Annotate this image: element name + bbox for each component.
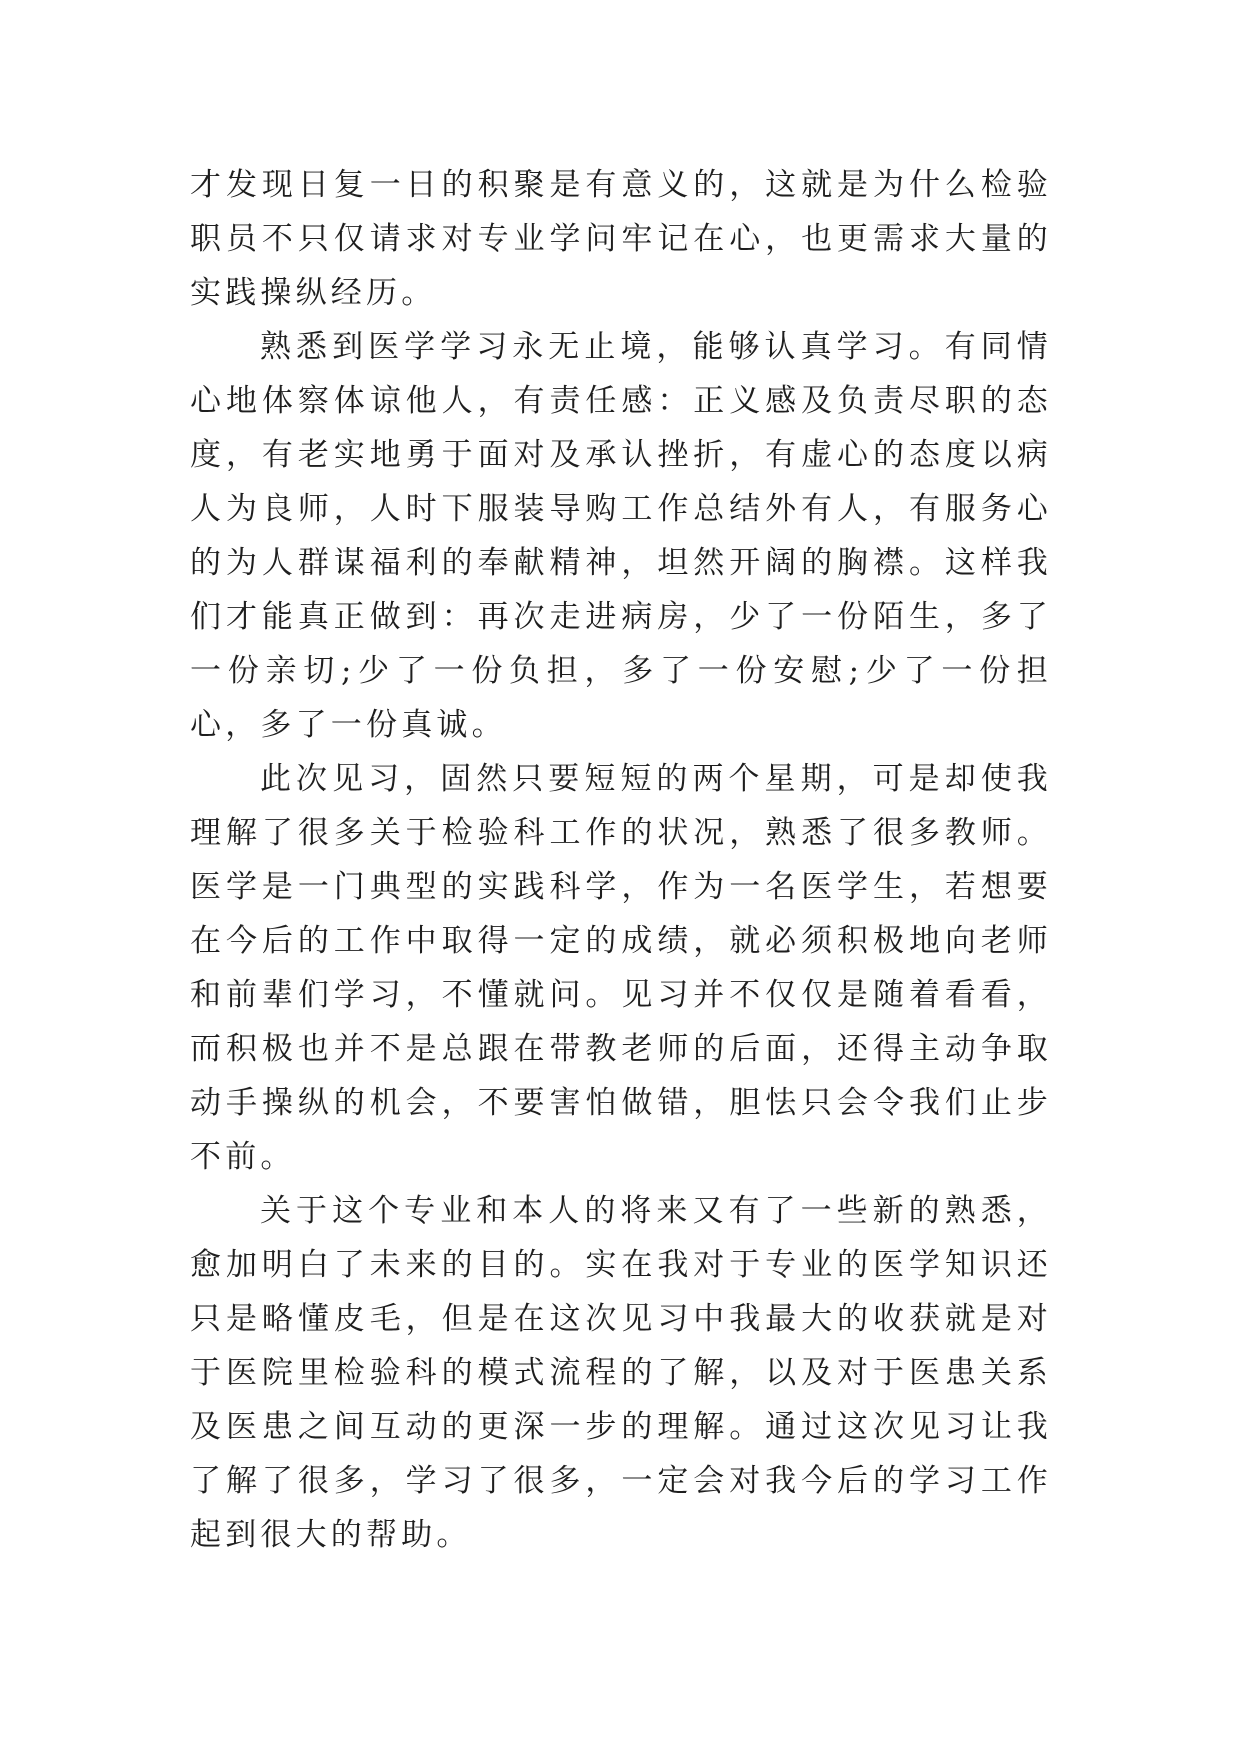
body-text — [190, 158, 1052, 1562]
paragraph-4: 关于这个专业和本人的将来又有了一些新的熟悉，愈加明白了未来的目的。实在我对于专业的医学知识还只是略懂皮毛，但是在这次见习中我最大的收获就是对于医院里检验科的模式流程的了解，以及对于医患关系及医患之间互动的更深一步的理解。通过这次见习让我了解了很多，学习了很多，一定会对我今后的学习工作起到很大的帮助。 — [190, 1193, 1052, 1553]
paragraph-3: 此次见习，固然只要短短的两个星期，可是却使我理解了很多关于检验科工作的状况，熟悉了很多教师。医学是一门典型的实践科学，作为一名医学生，若想要在今后的工作中取得一定的成绩，就必须积极地向老师和前辈们学习，不懂就问。见习并不仅仅是随着看看，而积极也并不是总跟在带教老师的后面，还得主动争取动手操纵的机会，不要害怕做错，胆怯只会令我们止步不前。 — [190, 761, 1052, 1175]
paragraph-1: 才发现日复一日的积聚是有意义的，这就是为什么检验职员不只仅请求对专业学问牢记在心，也更需求大量的实践操纵经历。 — [190, 167, 1052, 311]
paragraph-2: 熟悉到医学学习永无止境，能够认真学习。有同情心地体察体谅他人，有责任感：正义感及负责尽职的态度，有老实地勇于面对及承认挫折，有虚心的态度以病人为良师，人时下服装导购工作总结外有人，有服务心的为人群谋福利的奉献精神，坦然开阔的胸襟。这样我们才能真正做到：再次走进病房，少了一份陌生，多了一份亲切;少了一份负担，多了一份安慰;少了一份担心，多了一份真诚。 — [190, 329, 1052, 743]
